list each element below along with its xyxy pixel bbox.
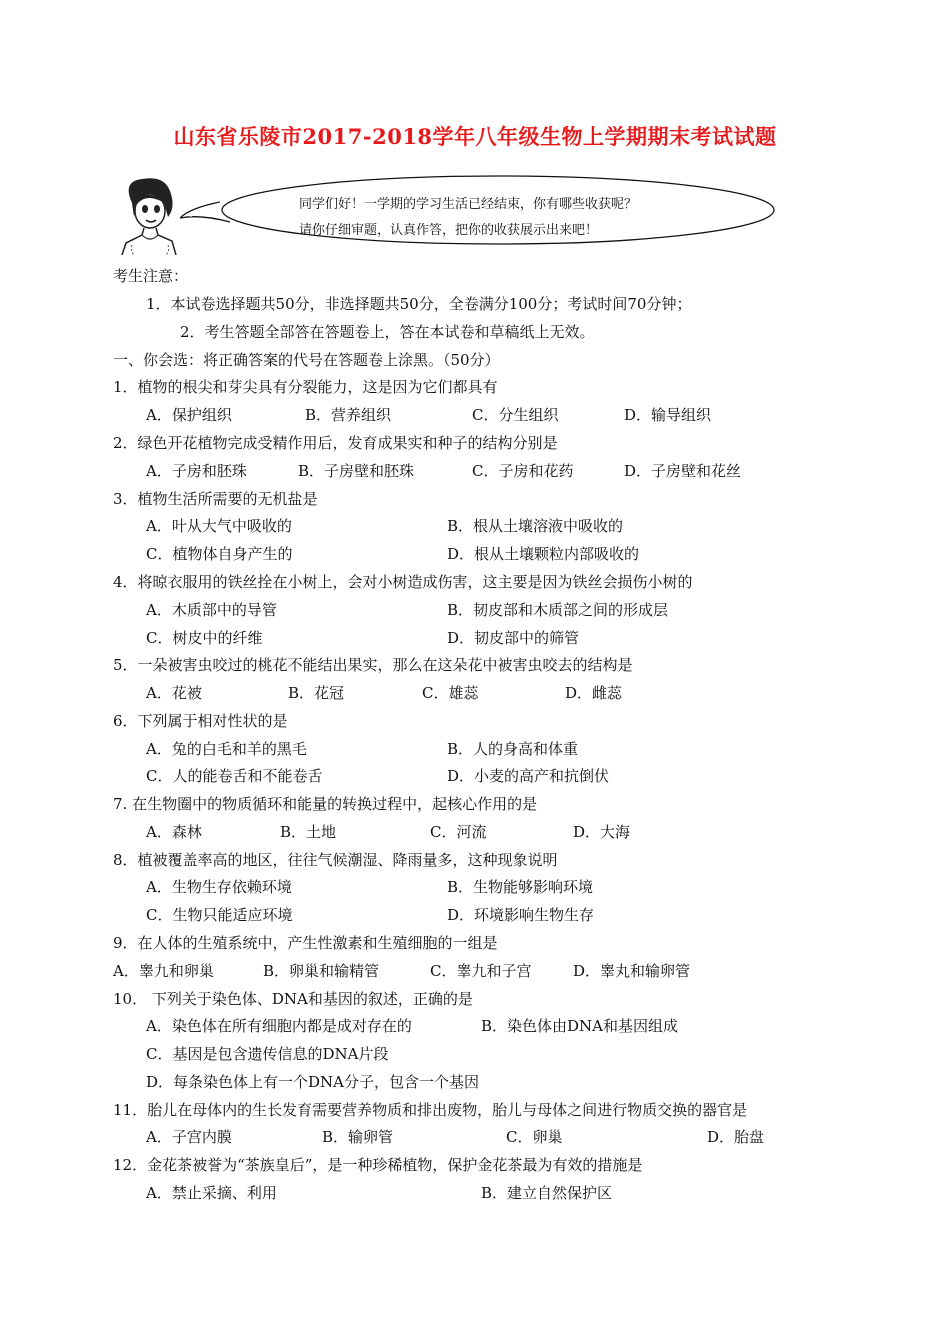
question-stem: 7. 在生物圈中的物质循环和能量的转换过程中，起核心作用的是: [113, 795, 538, 813]
option-b: B．花冠: [288, 684, 345, 702]
option-a: A．生物生存依赖环境: [146, 878, 292, 896]
option-b: B．卵巢和输精管: [263, 962, 380, 980]
option-d: D．环境影响生物生存: [447, 906, 595, 924]
option-c: C．雄蕊: [422, 684, 479, 702]
option-b: B．根从土壤溶液中吸收的: [447, 517, 624, 535]
option-d: D．子房壁和花丝: [624, 462, 742, 480]
option-c: C．生物只能适应环境: [146, 906, 293, 924]
option-b: B．土地: [280, 823, 337, 841]
notice-heading: 考生注意：: [113, 267, 189, 285]
option-a: A．木质部中的导管: [146, 601, 277, 619]
option-d: D．小麦的高产和抗倒伏: [447, 767, 610, 785]
question-stem: 11．胎儿在母体内的生长发育需要营养物质和排出废物，胎儿与母体之间进行物质交换的器官是: [113, 1101, 748, 1119]
option-d: D．根从土壤颗粒内部吸收的: [447, 545, 640, 563]
option-c: C．植物体自身产生的: [146, 545, 293, 563]
greeting-line-2: 请你仔细审题，认真作答，把你的收获展示出来吧！: [299, 223, 599, 238]
greeting-line-1: 同学们好！一学期的学习生活已经结束，你有哪些收获呢？: [299, 197, 638, 212]
option-c: C．河流: [430, 823, 487, 841]
option-a: A．禁止采摘、利用: [146, 1184, 277, 1202]
notice-item-2: 2．考生答题全部答在答题卷上，答在本试卷和草稿纸上无效。: [180, 323, 595, 341]
question-stem: 3．植物生活所需要的无机盐是: [113, 490, 318, 508]
option-c: C．基因是包含遗传信息的DNA片段: [146, 1045, 389, 1063]
option-b: B．营养组织: [305, 406, 392, 424]
option-c: C．树皮中的纤维: [146, 629, 263, 647]
option-d: D．大海: [573, 823, 631, 841]
question-stem: 4．将晾衣服用的铁丝拴在小树上，会对小树造成伤害，这主要是因为铁丝会损伤小树的: [113, 573, 693, 591]
option-a: A．兔的白毛和羊的黑毛: [146, 740, 307, 758]
option-c: C．睾九和子宫: [430, 962, 532, 980]
option-a: A．子房和胚珠: [146, 462, 247, 480]
option-a: A．睾九和卵巢: [113, 962, 214, 980]
option-d: D．韧皮部中的筛管: [447, 629, 580, 647]
option-c: C．子房和花药: [472, 462, 574, 480]
speech-bubble: [180, 172, 780, 252]
option-d: D．每条染色体上有一个DNA分子，包含一个基因: [146, 1073, 480, 1091]
option-a: A．子宫内膜: [146, 1128, 232, 1146]
option-b: B．人的身高和体重: [447, 740, 579, 758]
option-d: D．睾丸和输卵管: [573, 962, 691, 980]
question-stem: 10． 下列关于染色体、DNA和基因的叙述，正确的是: [113, 990, 473, 1008]
question-stem: 1．植物的根尖和芽尖具有分裂能力，这是因为它们都具有: [113, 378, 498, 396]
option-a: A．花被: [146, 684, 202, 702]
option-d: D．雌蕊: [565, 684, 623, 702]
option-c: C．人的能卷舌和不能卷舌: [146, 767, 323, 785]
option-a: A．森林: [146, 823, 202, 841]
option-b: B．输卵管: [322, 1128, 394, 1146]
section-heading: 一、你会选：将正确答案的代号在答题卷上涂黑。（50分）: [113, 351, 500, 369]
question-stem: 2．绿色开花植物完成受精作用后，发育成果实和种子的结构分别是: [113, 434, 558, 452]
option-b: B．染色体由DNA和基因组成: [481, 1017, 679, 1035]
option-c: C．分生组织: [472, 406, 559, 424]
option-a: A．叶从大气中吸收的: [146, 517, 292, 535]
option-b: B．子房壁和胚珠: [298, 462, 415, 480]
option-a: A．染色体在所有细胞内都是成对存在的: [146, 1017, 412, 1035]
option-d: D．输导组织: [624, 406, 712, 424]
question-stem: 6．下列属于相对性状的是: [113, 712, 288, 730]
question-stem: 8．植被覆盖率高的地区，往往气候潮湿、降雨量多，这种现象说明: [113, 851, 558, 869]
option-d: D．胎盘: [707, 1128, 765, 1146]
option-b: B．韧皮部和木质部之间的形成层: [447, 601, 669, 619]
question-stem: 12．金花茶被誉为“茶族皇后”，是一种珍稀植物，保护金花茶最为有效的措施是: [113, 1156, 643, 1174]
page-title: 山东省乐陵市2017-2018学年八年级生物上学期期末考试试题: [173, 124, 777, 149]
option-b: B．建立自然保护区: [481, 1184, 613, 1202]
option-b: B．生物能够影响环境: [447, 878, 594, 896]
notice-item-1: 1．本试卷选择题共50分，非选择题共50分，全卷满分100分；考试时间70分钟；: [146, 295, 692, 313]
option-c: C．卵巢: [506, 1128, 563, 1146]
question-stem: 5．一朵被害虫咬过的桃花不能结出果实，那么在这朵花中被害虫咬去的结构是: [113, 656, 633, 674]
question-stem: 9．在人体的生殖系统中，产生性激素和生殖细胞的一组是: [113, 934, 498, 952]
option-a: A．保护组织: [146, 406, 232, 424]
